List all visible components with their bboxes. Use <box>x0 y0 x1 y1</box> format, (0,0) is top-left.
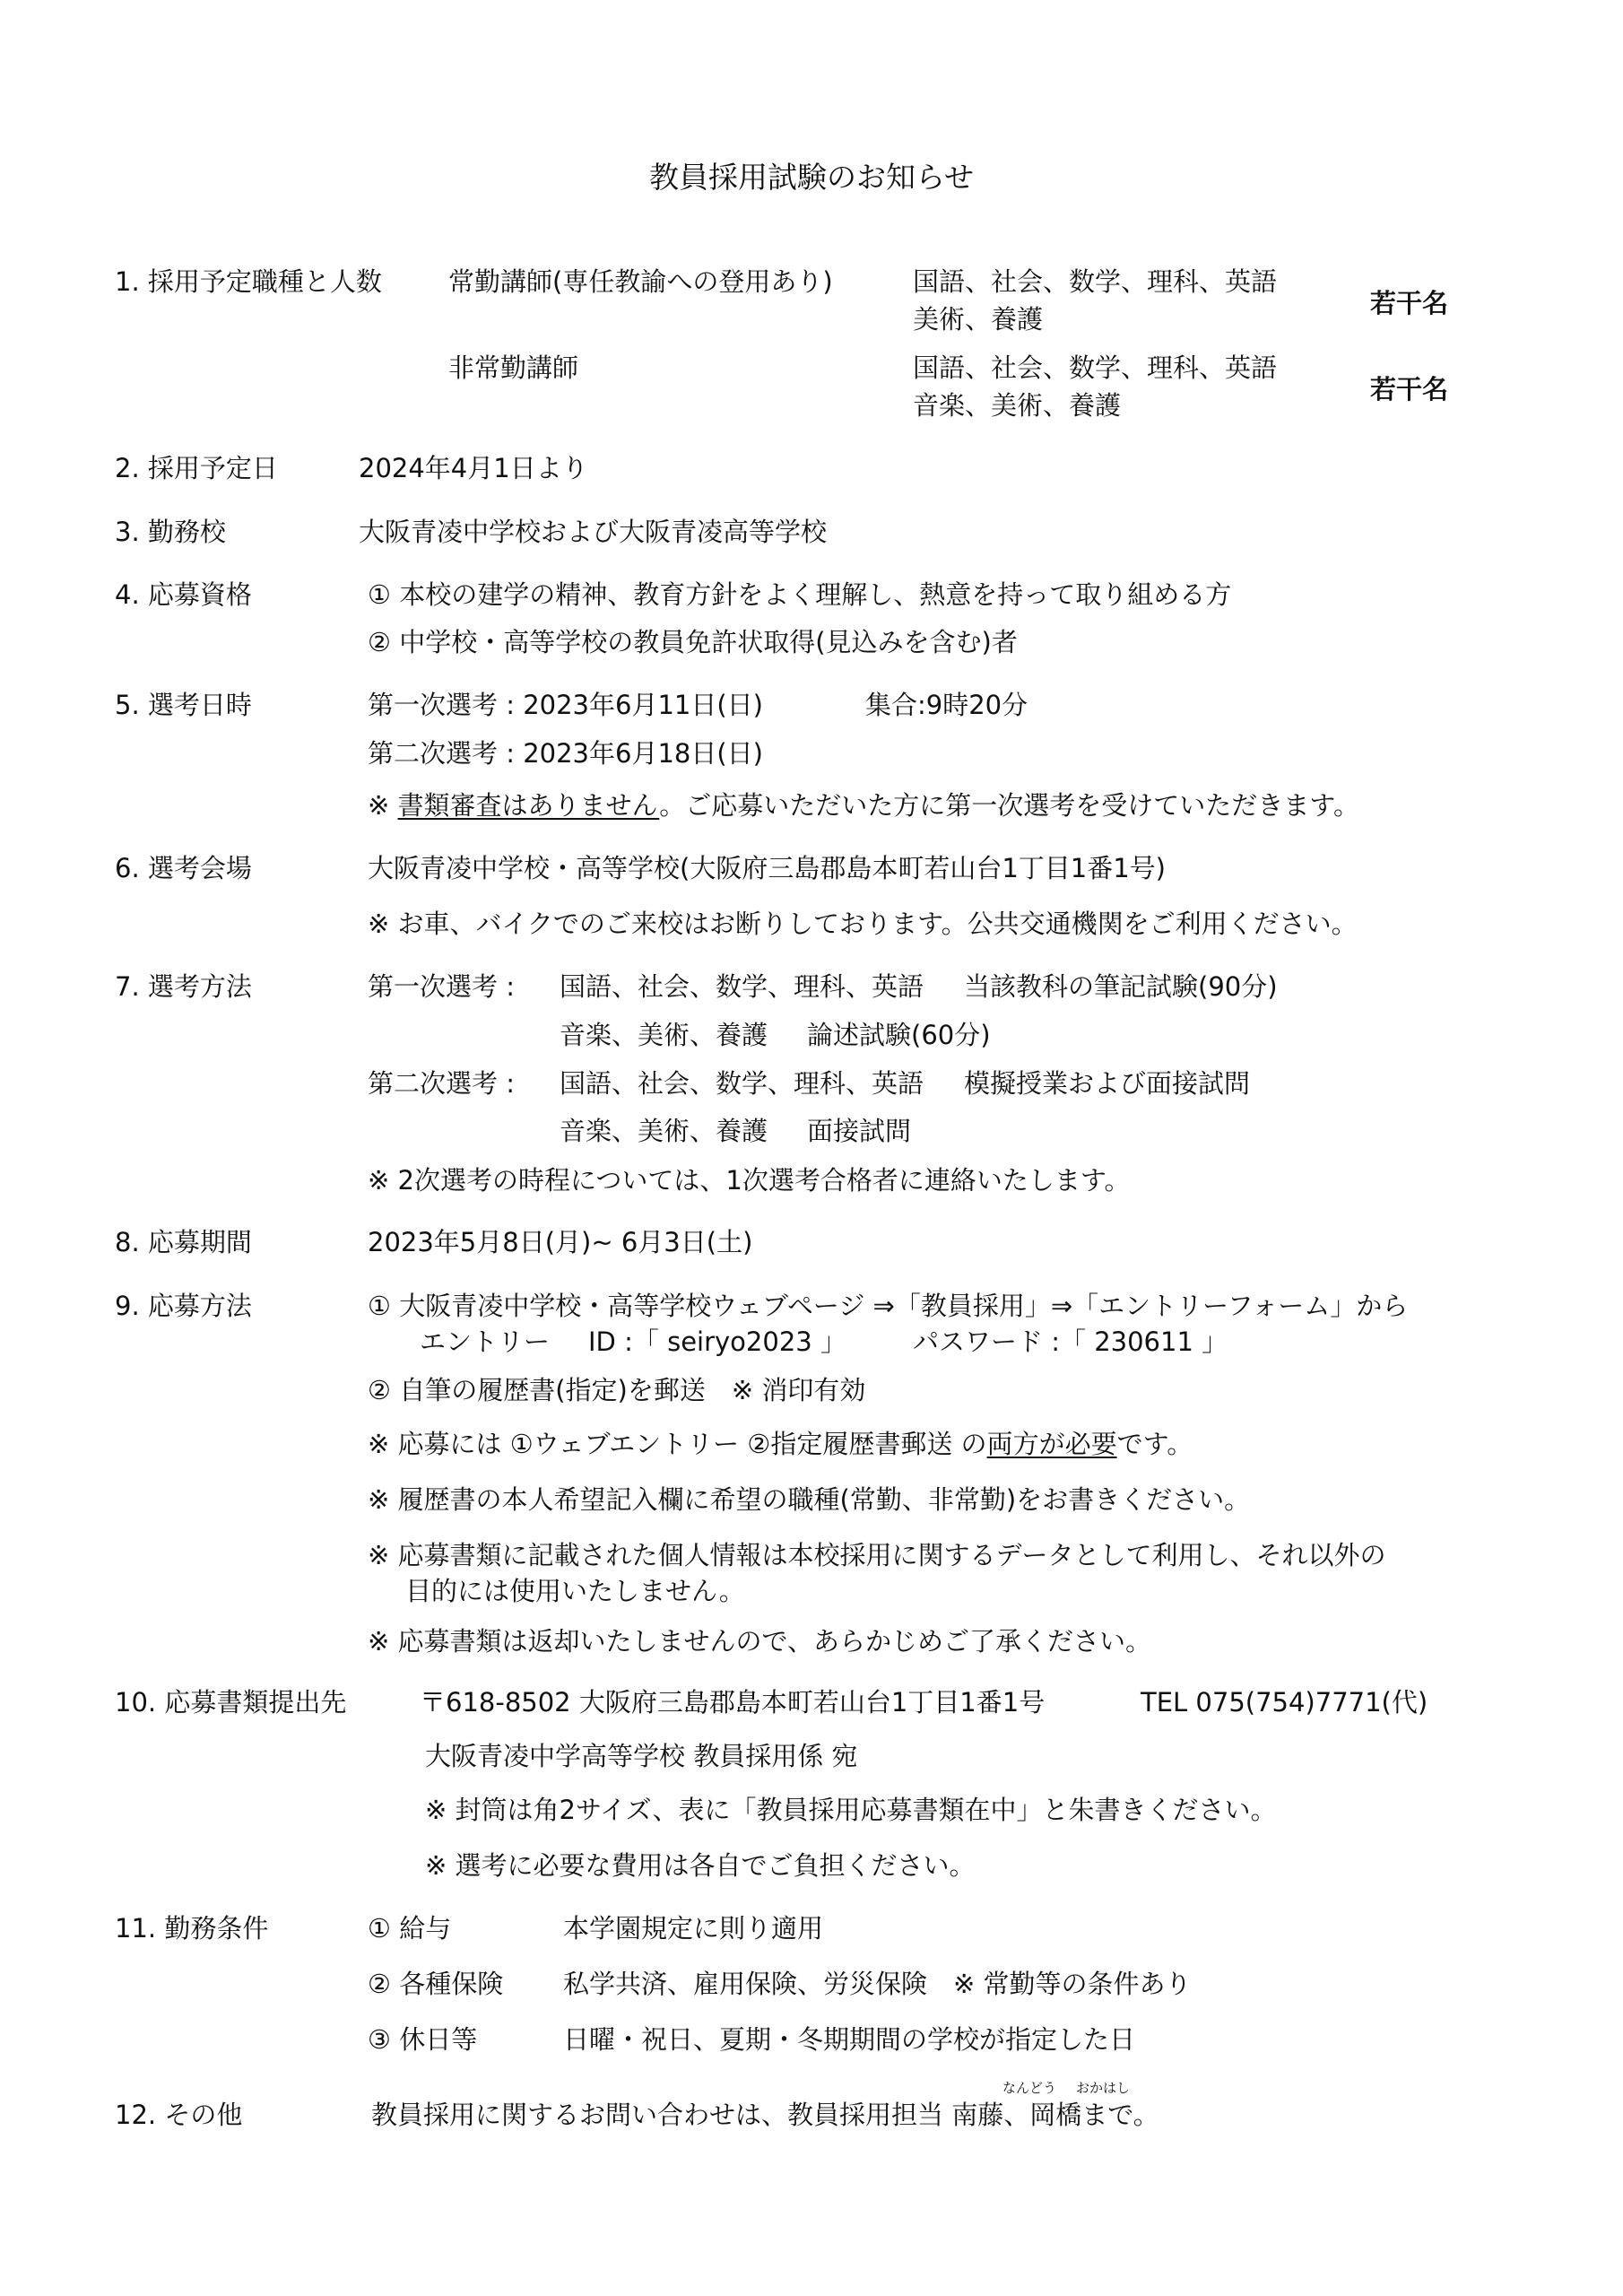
workplace: 大阪青凌中学校および大阪青凌高等学校 <box>359 517 828 547</box>
holidays-label: ③ 休日等 <box>368 2024 478 2055</box>
section-9-label: 9. 応募方法 <box>115 1291 252 1321</box>
entry-label: エントリー <box>420 1326 551 1357</box>
section-10-label: 10. 応募書類提出先 <box>115 1687 347 1718</box>
first-method-label: 第一次選考 : <box>368 971 515 1002</box>
first-method-2: 論述試験(60分) <box>807 1020 991 1050</box>
part-time-count: 若干名 <box>1370 374 1449 404</box>
holidays-value: 日曜・祝日、夏期・冬期期間の学校が指定した日 <box>563 2024 1136 2055</box>
application-note-4: ※ 応募書類は返却いたしませんので、あらかじめご了承ください。 <box>368 1626 1151 1657</box>
application-note-1 <box>368 1428 1193 1460</box>
section-8-label: 8. 応募期間 <box>115 1227 252 1257</box>
meeting-time: 集合:9時20分 <box>865 690 1028 720</box>
method-note: ※ 2次選考の時程については、1次選考合格者に連絡いたします。 <box>368 1165 1131 1196</box>
section-7-label: 7. 選考方法 <box>115 971 252 1002</box>
part-time-subjects-1: 国語、社会、数学、理科、英語 <box>913 352 1278 383</box>
salary-value: 本学園規定に則り適用 <box>563 1913 824 1944</box>
section-3-label: 3. 勤務校 <box>115 517 226 547</box>
full-time-type: 常勤講師(専任教諭への登用あり) <box>448 266 833 297</box>
application-note-1-pre: ※ 応募には ①ウェブエントリー ②指定履歴書郵送 の <box>368 1429 987 1459</box>
entry-password: パスワード :「 230611 」 <box>913 1326 1228 1357</box>
section-1-label: 1. 採用予定職種と人数 <box>115 266 382 297</box>
hire-date: 2024年4月1日より <box>359 453 588 483</box>
full-time-subjects-1: 国語、社会、数学、理科、英語 <box>913 266 1278 297</box>
section-2-label: 2. 採用予定日 <box>115 453 278 483</box>
selection-note <box>368 789 1359 822</box>
second-method-subjects-1: 国語、社会、数学、理科、英語 <box>560 1068 924 1099</box>
full-time-count: 若干名 <box>1370 288 1449 318</box>
part-time-subjects-2: 音楽、美術、養護 <box>913 390 1122 421</box>
first-method-1: 当該教科の筆記試験(90分) <box>964 971 1278 1002</box>
document-title: 教員採用試験のお知らせ <box>648 160 974 195</box>
application-note-3-line-2: 目的には使用いたしません。 <box>405 1576 745 1606</box>
cost-note: ※ 選考に必要な費用は各自でご負担ください。 <box>425 1850 976 1881</box>
ruby-nando: なんどう <box>1002 2080 1057 2096</box>
telephone: TEL 075(754)7771(代) <box>1141 1687 1428 1718</box>
section-5-label: 5. 選考日時 <box>115 690 252 720</box>
application-note-1-post: です。 <box>1116 1429 1193 1459</box>
ruby-okahashi: おかはし <box>1076 2080 1131 2096</box>
insurance-label: ② 各種保険 <box>368 1969 504 1999</box>
section-12-label: 12. その他 <box>115 2100 243 2130</box>
note-mark: ※ <box>368 790 390 821</box>
no-document-screening: 書類審査はありません <box>397 790 660 821</box>
qualification-1: ① 本校の建学の精神、教育方針をよく理解し、熱意を持って取り組める方 <box>368 579 1232 610</box>
mailing-address: 〒618-8502 大阪府三島郡島本町若山台1丁目1番1号 <box>420 1687 1046 1718</box>
application-note-2: ※ 履歴書の本人希望記入欄に希望の職種(常勤、非常勤)をお書きください。 <box>368 1484 1251 1515</box>
second-method-2: 面接試問 <box>807 1116 912 1146</box>
envelope-note: ※ 封筒は角2サイズ、表に「教員採用応募書類在中」と朱書きください。 <box>425 1795 1277 1825</box>
application-method-2: ② 自筆の履歴書(指定)を郵送 ※ 消印有効 <box>368 1375 866 1405</box>
qualification-2: ② 中学校・高等学校の教員免許状取得(見込みを含む)者 <box>368 627 1018 657</box>
full-time-subjects-2: 美術、養護 <box>913 304 1044 335</box>
salary-label: ① 給与 <box>368 1913 452 1944</box>
application-note-3-line-1: ※ 応募書類に記載された個人情報は本校採用に関するデータとして利用し、それ以外の <box>368 1540 1386 1570</box>
application-period: 2023年5月8日(月)~ 6月3日(土) <box>368 1227 753 1257</box>
section-11-label: 11. 勤務条件 <box>115 1913 269 1944</box>
entry-id: ID :「 seiryo2023 」 <box>588 1326 846 1357</box>
part-time-type: 非常勤講師 <box>448 352 579 383</box>
section-4-label: 4. 応募資格 <box>115 579 252 610</box>
second-method-label: 第二次選考 : <box>368 1068 515 1099</box>
selection-note-rest: 。ご応募いただいた方に第一次選考を受けていただきます。 <box>659 790 1359 821</box>
application-method-1: ① 大阪青凌中学校・高等学校ウェブページ ⇒「教員採用」⇒「エントリーフォーム」から <box>368 1291 1409 1321</box>
second-method-1: 模擬授業および面接試問 <box>964 1068 1251 1099</box>
venue: 大阪青凌中学校・高等学校(大阪府三島郡島本町若山台1丁目1番1号) <box>368 853 1166 883</box>
both-required: 両方が必要 <box>986 1429 1117 1459</box>
venue-note: ※ お車、バイクでのご来校はお断りしております。公共交通機関をご利用ください。 <box>368 909 1358 939</box>
section-6-label: 6. 選考会場 <box>115 853 252 883</box>
second-selection-date: 第二次選考 : 2023年6月18日(日) <box>368 738 763 769</box>
second-method-subjects-2: 音楽、美術、養護 <box>560 1116 768 1146</box>
recipient: 大阪青凌中学高等学校 教員採用係 宛 <box>425 1741 858 1771</box>
first-selection-date: 第一次選考 : 2023年6月11日(日) <box>368 690 763 720</box>
first-method-subjects-1: 国語、社会、数学、理科、英語 <box>560 971 924 1002</box>
insurance-value: 私学共済、雇用保険、労災保険 ※ 常勤等の条件あり <box>563 1969 1192 1999</box>
contact-info: 教員採用に関するお問い合わせは、教員採用担当 南藤、岡橋まで。 <box>371 2100 1159 2130</box>
first-method-subjects-2: 音楽、美術、養護 <box>560 1020 768 1050</box>
